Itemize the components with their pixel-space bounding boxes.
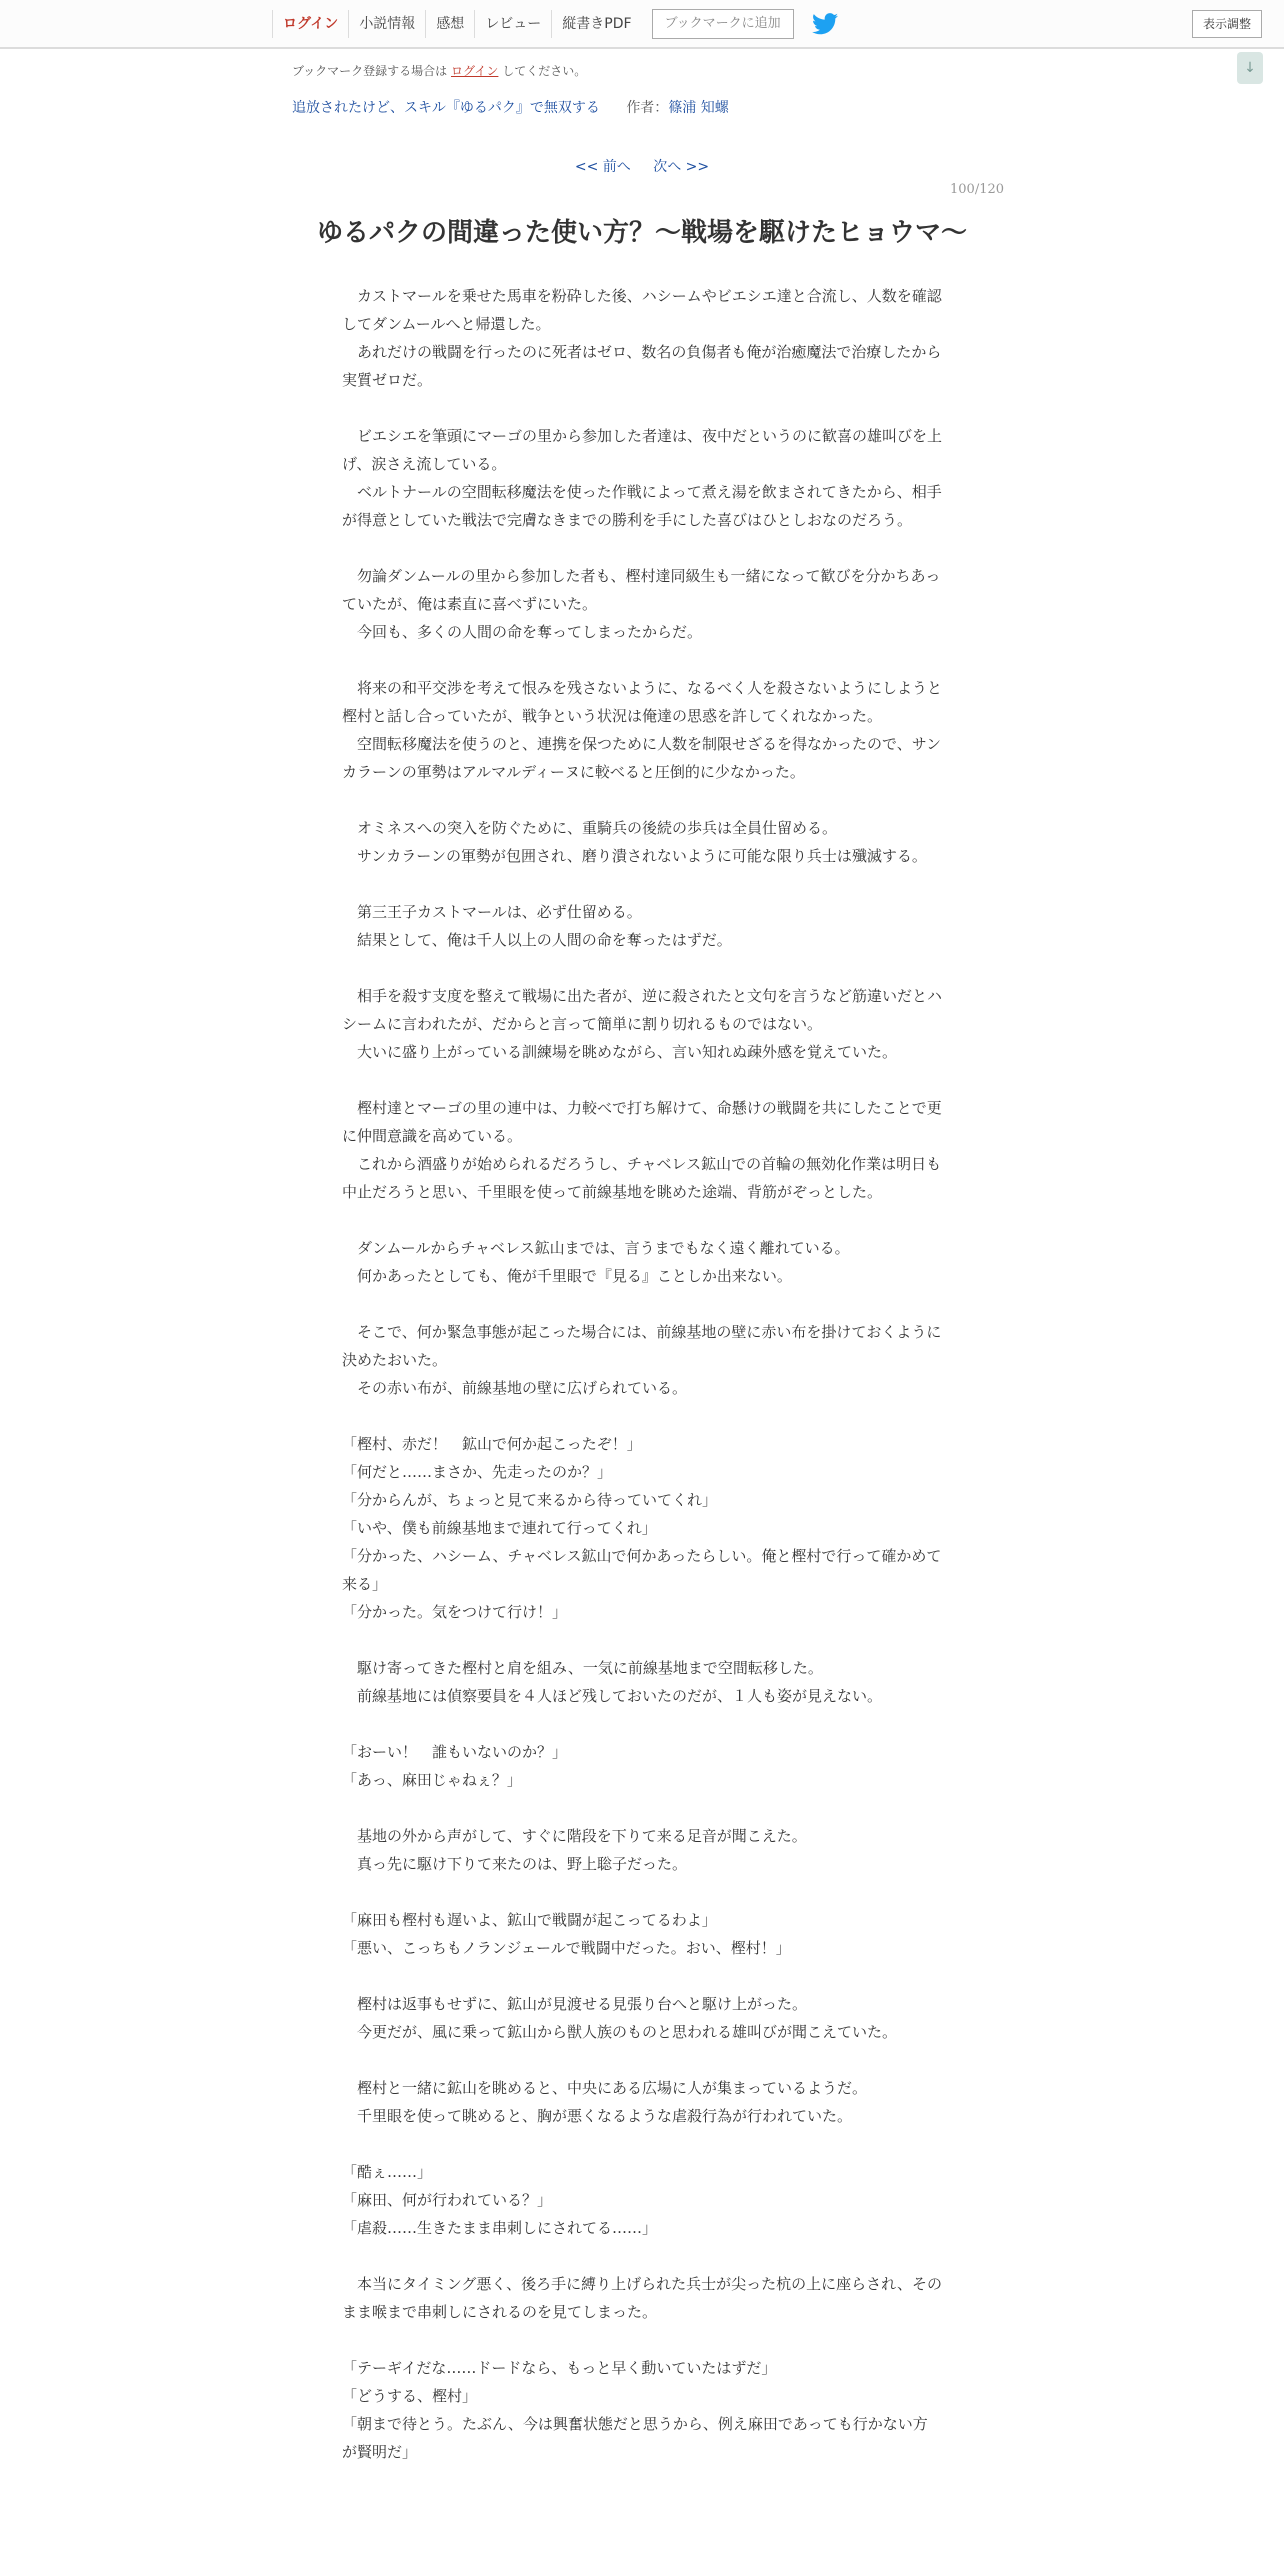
author-link[interactable]: 篠浦 知螺: [668, 100, 729, 116]
blank-line: [342, 1066, 942, 1094]
novel-line: 今回も、多くの人間の命を奪ってしまったからだ。: [342, 623, 703, 641]
novel-line: 相手を殺す支度を整えて戦場に出た者が、逆に殺されたと文句を言うなど筋違いだとハシームに言われたが、だからと言って簡単に割り切れるものではない。: [342, 987, 943, 1033]
blank-line: [342, 1206, 942, 1234]
novel-line: 前線基地には偵察要員を４人ほど残しておいたのだが、１人も姿が見えない。: [342, 1687, 883, 1705]
novel-line: 今更だが、風に乗って鉱山から獣人族のものと思われる雄叫びが聞こえていた。: [342, 2023, 898, 2041]
novel-line: ベルトナールの空間転移魔法を使った作戦によって煮え湯を飲まされてきたから、相手が得意としていた戦法で完膚なきまでの勝利を手にした喜びはひとしおなのだろう。: [342, 483, 942, 529]
novel-line: 「分かった。気をつけて行け！」: [342, 1603, 568, 1621]
novel-line: 何かあったとしても、俺が千里眼で『見る』ことしか出来ない。: [342, 1267, 792, 1285]
blank-line: [342, 2046, 942, 2074]
bookmark-note-before: ブックマーク登録する場合は: [292, 64, 448, 78]
bookmark-note-after: してください。: [502, 64, 587, 78]
novel-line: 「どうする、樫村」: [342, 2387, 478, 2405]
novel-line: 「分からんが、ちょっと見て来るから待っていてくれ」: [342, 1491, 718, 1509]
blank-line: [342, 646, 942, 674]
novel-line: 「分かった、ハシーム、チャベレス鉱山で何かあったらしい。俺と樫村で行って確かめて来る」: [342, 1547, 942, 1593]
novel-line: 真っ先に駆け下りて来たのは、野上聡子だった。: [342, 1855, 688, 1873]
blank-line: [342, 1290, 942, 1318]
novel-line: カストマールを乗せた馬車を粉砕した後、ハシームやビエシエ達と合流し、人数を確認してダンムールへと帰還した。: [342, 287, 942, 333]
series-info: [292, 97, 729, 117]
novel-line: 大いに盛り上がっている訓練場を眺めながら、言い知れぬ疎外感を覚えていた。: [342, 1043, 898, 1061]
prev-chapter-link[interactable]: << 前へ: [574, 159, 631, 175]
nav-impressions-link[interactable]: 感想: [425, 10, 474, 38]
novel-line: 「虐殺……生きたまま串刺しにされてる……」: [342, 2219, 658, 2237]
nav-review-link[interactable]: レビュー: [474, 10, 551, 38]
blank-line: [342, 2130, 942, 2158]
novel-line: 「麻田も樫村も遅いよ、鉱山で戦闘が起こってるわよ」: [342, 1911, 717, 1929]
novel-line: 結果として、俺は千人以上の人間の命を奪ったはずだ。: [342, 931, 732, 949]
top-nav: [272, 6, 838, 42]
blank-line: [342, 1710, 942, 1738]
author-label: 作者：: [626, 100, 669, 116]
novel-line: 樫村は返事もせずに、鉱山が見渡せる見張り台へと駆け上がった。: [342, 1995, 808, 2013]
novel-line: そこで、何か緊急事態が起こった場合には、前線基地の壁に赤い布を掛けておくように決めたおいた。: [342, 1323, 942, 1369]
novel-line: ダンムールからチャベレス鉱山までは、言うまでもなく遠く離れている。: [342, 1239, 850, 1257]
novel-line: オミネスへの突入を防ぐために、重騎兵の後続の歩兵は全員仕留める。: [342, 819, 838, 837]
blank-line: [342, 2326, 942, 2354]
novel-line: 「朝まで待とう。たぶん、今は興奮状態だと思うから、例え麻田であっても行かない方が賢明だ」: [342, 2415, 928, 2461]
novel-line: 基地の外から声がして、すぐに階段を下りて来る足音が聞こえた。: [342, 1827, 807, 1845]
nav-novel-info-link[interactable]: 小説情報: [348, 10, 425, 38]
novel-line: 「おーい！ 誰もいないのか？」: [342, 1743, 568, 1761]
next-chapter-link[interactable]: 次へ >>: [653, 159, 710, 175]
blank-line: [342, 786, 942, 814]
novel-line: 将来の和平交渉を考えて恨みを残さないように、なるべく人を殺さないようにしようと樫村と話し合っていたが、戦争という状況は俺達の思惑を許してくれなかった。: [342, 679, 943, 725]
bookmark-note-login-link[interactable]: ログイン: [451, 64, 499, 78]
series-title-link[interactable]: 追放されたけど、スキル『ゆるパク』で無双する: [292, 100, 600, 116]
blank-line: [342, 870, 942, 898]
novel-line: 「樫村、赤だ！ 鉱山で何か起こったぞ！」: [342, 1435, 642, 1453]
novel-line: ビエシエを筆頭にマーゴの里から参加した者達は、夜中だというのに歓喜の雄叫びを上げ、涙さえ流している。: [342, 427, 943, 473]
novel-line: 「酷ぇ……」: [342, 2163, 433, 2181]
blank-line: [342, 1878, 942, 1906]
blank-line: [342, 1626, 942, 1654]
blank-line: [342, 394, 942, 422]
add-bookmark-button[interactable]: ブックマークに追加: [652, 9, 794, 39]
novel-line: 第三王子カストマールは、必ず仕留める。: [342, 903, 642, 921]
novel-line: その赤い布が、前線基地の壁に広げられている。: [342, 1379, 688, 1397]
nav-vertical-pdf-link[interactable]: 縦書きPDF: [551, 10, 641, 38]
novel-line: 「いや、僕も前線基地まで連れて行ってくれ」: [342, 1519, 657, 1537]
chapter-number: 100/120: [950, 182, 1005, 197]
novel-line: これから酒盛りが始められるだろうし、チャベレス鉱山での首輪の無効化作業は明日も中止だろうと思い、千里眼を使って前線基地を眺めた途端、背筋がぞっとした。: [342, 1155, 942, 1201]
novel-line: 空間転移魔法を使うのと、連携を保つために人数を制限せざるを得なかったので、サンカラーンの軍勢はアルマルディーヌに較べると圧倒的に少なかった。: [342, 735, 941, 781]
bookmark-login-note: [292, 62, 586, 79]
blank-line: [342, 954, 942, 982]
novel-body: [342, 282, 942, 2466]
blank-line: [342, 534, 942, 562]
twitter-icon[interactable]: [812, 13, 838, 35]
novel-line: 「あっ、麻田じゃねぇ？」: [342, 1771, 522, 1789]
display-settings-button[interactable]: 表示調整: [1192, 10, 1262, 38]
top-header: [0, 0, 1284, 49]
novel-line: 勿論ダンムールの里から参加した者も、樫村達同級生も一緒になって歓びを分かちあっていたが、俺は素直に喜べずにいた。: [342, 567, 941, 613]
novel-line: 「テーギイだな……ドードなら、もっと早く動いていたはずだ」: [342, 2359, 777, 2377]
scroll-down-button[interactable]: ↓: [1237, 52, 1263, 84]
novel-line: 樫村達とマーゴの里の連中は、力較べで打ち解けて、命懸けの戦闘を共にしたことで更に仲間意識を高めている。: [342, 1099, 942, 1145]
chapter-title: ゆるパクの間違った使い方？～戦場を駆けたヒョウマ～: [316, 218, 967, 248]
novel-line: 千里眼を使って眺めると、胸が悪くなるような虐殺行為が行われていた。: [342, 2107, 853, 2125]
novel-line: サンカラーンの軍勢が包囲され、磨り潰されないように可能な限り兵士は殲滅する。: [342, 847, 927, 865]
blank-line: [342, 2242, 942, 2270]
blank-line: [342, 1794, 942, 1822]
blank-line: [342, 1962, 942, 1990]
novel-line: 駆け寄ってきた樫村と肩を組み、一気に前線基地まで空間転移した。: [342, 1659, 823, 1677]
novel-line: 「麻田、何が行われている？」: [342, 2191, 553, 2209]
chapter-pager: [0, 156, 1284, 176]
blank-line: [342, 1402, 942, 1430]
novel-line: 本当にタイミング悪く、後ろ手に縛り上げられた兵士が尖った杭の上に座らされ、そのまま喉まで串刺しにされるのを見てしまった。: [342, 2275, 943, 2321]
novel-line: あれだけの戦闘を行ったのに死者はゼロ、数名の負傷者も俺が治癒魔法で治療したから実質ゼロだ。: [342, 343, 942, 389]
nav-login-link[interactable]: ログイン: [272, 10, 348, 38]
novel-line: 「悪い、こっちもノランジェールで戦闘中だった。おい、樫村！」: [342, 1939, 791, 1957]
novel-line: 樫村と一緒に鉱山を眺めると、中央にある広場に人が集まっているようだ。: [342, 2079, 868, 2097]
novel-line: 「何だと……まさか、先走ったのか？」: [342, 1463, 613, 1481]
